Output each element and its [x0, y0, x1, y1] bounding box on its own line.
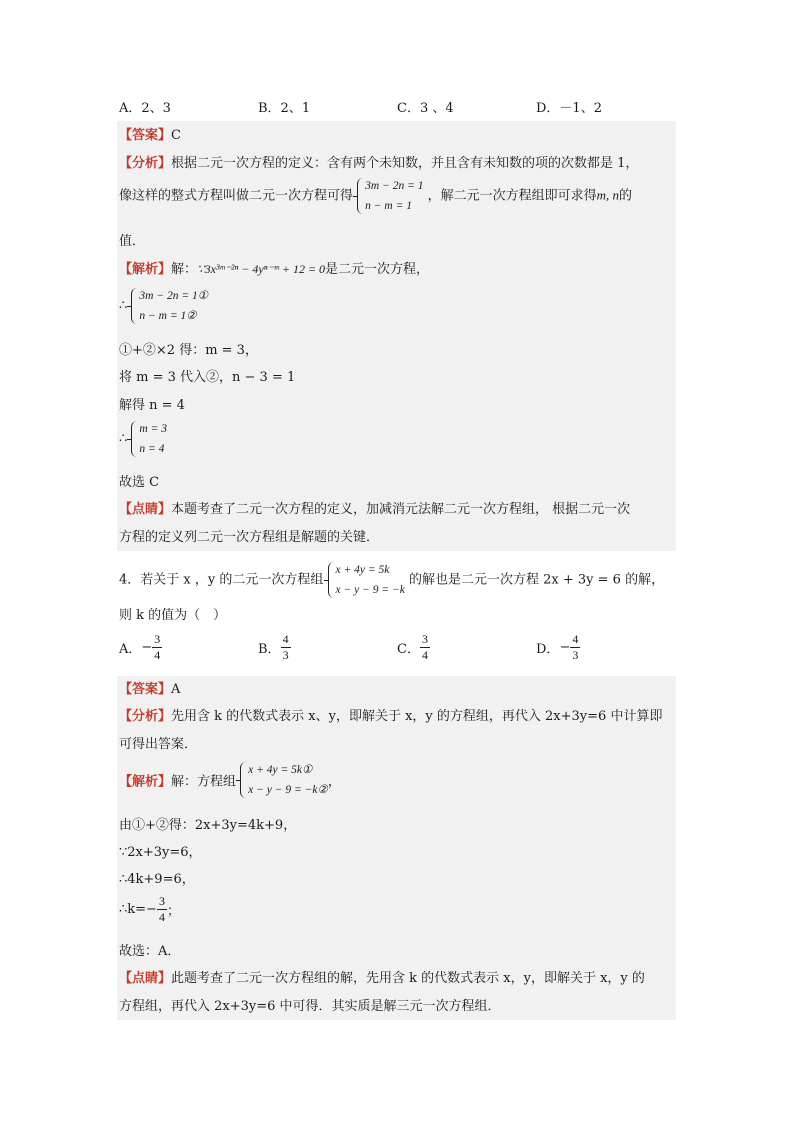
q3-analysis-line1 — [119, 152, 638, 171]
option-fraction — [281, 632, 291, 663]
comment-text: 此题考查了二元一次方程组的解，先用含 k 的代数式表示 x，y，即解关于 x，y 的 — [171, 971, 645, 986]
q4-option-d — [536, 632, 580, 663]
option-fraction — [570, 632, 580, 663]
denominator: 4 — [154, 648, 161, 662]
equation: x − y − 9 = −k — [335, 584, 405, 596]
equation-system — [131, 419, 167, 459]
solution-text: 解： — [171, 262, 198, 277]
denominator: 3 — [572, 648, 579, 662]
analysis-text: 根据二元一次方程的定义：含有两个未知数，并且含有未知数的项的次数都是 1， — [171, 156, 639, 171]
q4-stem-line1 — [119, 560, 664, 600]
option-label: C． — [397, 642, 420, 657]
option-label: D． — [536, 642, 560, 657]
numerator: 3 — [154, 632, 161, 646]
q3-comment-line2: 方程的定义列二元一次方程组是解题的关键． — [119, 530, 380, 545]
equation: n − m = 1② — [139, 310, 197, 322]
denominator: 3 — [282, 648, 289, 662]
denominator: 4 — [158, 910, 165, 924]
numerator: 3 — [158, 894, 165, 908]
solution-tag: 【解析】 — [119, 774, 172, 790]
q4-stem-line2: 则 k 的值为（ ） — [119, 608, 227, 623]
equation-system — [131, 286, 208, 326]
equation: x + 4y = 5k① — [248, 764, 313, 776]
comment-tag: 【点睛】 — [119, 502, 172, 517]
option-label: B． — [258, 642, 281, 657]
brace — [240, 762, 247, 798]
q4-step4 — [119, 894, 180, 925]
equation: 3m − 2n = 1 — [365, 180, 424, 192]
equation-system — [328, 560, 405, 600]
numerator: 3 — [421, 632, 428, 646]
option-label: A． — [119, 642, 142, 657]
analysis-text: 像这样的整式方程叫做二元一次方程可得 — [119, 188, 354, 204]
numerator: 4 — [282, 632, 289, 646]
equation-system — [240, 760, 328, 800]
q3-choose: 故选 C — [119, 475, 160, 490]
brace — [131, 288, 138, 324]
step-text: ∴k=− — [119, 902, 157, 917]
equation: x + 4y = 5k — [335, 564, 390, 576]
equation-system — [357, 176, 423, 216]
analysis-tag: 【分析】 — [119, 156, 172, 171]
q3-option-c: C．3 、4 — [397, 101, 454, 116]
equation: 3m − 2n = 1① — [139, 290, 209, 302]
q4-comment-line1 — [119, 967, 645, 986]
denominator: 4 — [421, 648, 428, 662]
step-text: ； — [166, 904, 180, 919]
analysis-text: 先用含 k 的代数式表示 x、y，即解关于 x，y 的方程组，再代入 2x+3y=6 中计算即 — [171, 709, 663, 724]
stem-text: 的解也是二元一次方程 2x + 3y = 6 的解， — [409, 572, 665, 588]
q4-step2: ∵2x+3y=6， — [119, 845, 202, 860]
q3-comment-line1 — [119, 498, 630, 517]
q4-analysis-line1 — [119, 705, 662, 724]
solution-text: 是二元一次方程， — [325, 262, 430, 277]
therefore-symbol: ∴ — [119, 431, 128, 447]
equation: x − y − 9 = −k② — [248, 784, 328, 796]
fraction — [157, 894, 167, 925]
q3-analysis-line3: 值． — [119, 234, 146, 249]
q4-choose: 故选：A． — [119, 944, 181, 959]
q4-step1: 由①+②得：2x+3y=4k+9， — [119, 818, 297, 833]
stem-text: 4．若关于 x ，y 的二元一次方程组 — [119, 572, 324, 588]
q3-answer-line — [119, 124, 181, 143]
answer-value: C — [171, 128, 181, 143]
q4-option-b — [258, 632, 291, 663]
q4-step3: ∴4k+9=6， — [119, 872, 195, 887]
q4-answer-line — [119, 678, 180, 697]
equation: n − m = 1 — [365, 200, 412, 212]
q3-step1: ①+②×2 得：m = 3， — [119, 343, 258, 358]
q4-option-a — [119, 632, 162, 663]
q3-analysis-line2 — [119, 176, 632, 216]
brace — [357, 178, 364, 214]
analysis-text: ，解二元一次方程组即可求得 — [427, 188, 597, 204]
q4-comment-line2: 方程组，再代入 2x+3y=6 中可得．其实质是解三元一次方程组． — [119, 999, 501, 1014]
brace — [131, 421, 138, 457]
option-fraction — [420, 632, 430, 663]
option-sign: − — [559, 640, 571, 655]
analysis-tag: 【分析】 — [119, 709, 172, 724]
equation: ∵3x³ᵐ⁻²ⁿ − 4yⁿ⁻ᵐ + 12 = 0 — [197, 262, 326, 276]
q4-analysis-line2: 可得出答案． — [119, 737, 198, 752]
therefore-symbol: ∴ — [119, 298, 128, 314]
q3-option-d: D．－1、2 — [536, 101, 602, 116]
analysis-text: 的 — [619, 188, 633, 204]
q3-option-a: A．2、3 — [119, 101, 171, 116]
q3-option-b: B．2、1 — [258, 101, 311, 116]
q3-system1 — [119, 286, 208, 326]
q4-option-c — [397, 632, 430, 663]
comment-tag: 【点睛】 — [119, 971, 172, 986]
answer-tag: 【答案】 — [119, 128, 172, 143]
q3-system2 — [119, 419, 167, 459]
comment-text: 本题考查了二元一次方程的定义，加减消元法解二元一次方程组， 根据二元一次 — [171, 502, 631, 517]
answer-value: A — [171, 682, 181, 697]
numerator: 4 — [572, 632, 579, 646]
answer-tag: 【答案】 — [119, 682, 172, 697]
variables: m, n — [596, 187, 620, 203]
equation: m = 3 — [139, 423, 167, 435]
option-fraction — [152, 632, 162, 663]
option-sign: − — [141, 640, 153, 655]
solution-tag: 【解析】 — [119, 262, 172, 277]
q3-solution-line1 — [119, 258, 429, 277]
equation: n = 4 — [139, 443, 165, 455]
solution-text: 解：方程组 — [171, 774, 237, 790]
q3-step2: 将 m = 3 代入②，n − 3 = 1 — [119, 370, 296, 385]
q4-solution-line1 — [119, 760, 341, 800]
solution-text: ， — [327, 774, 341, 790]
q3-step3: 解得 n = 4 — [119, 398, 185, 413]
brace — [328, 562, 335, 598]
